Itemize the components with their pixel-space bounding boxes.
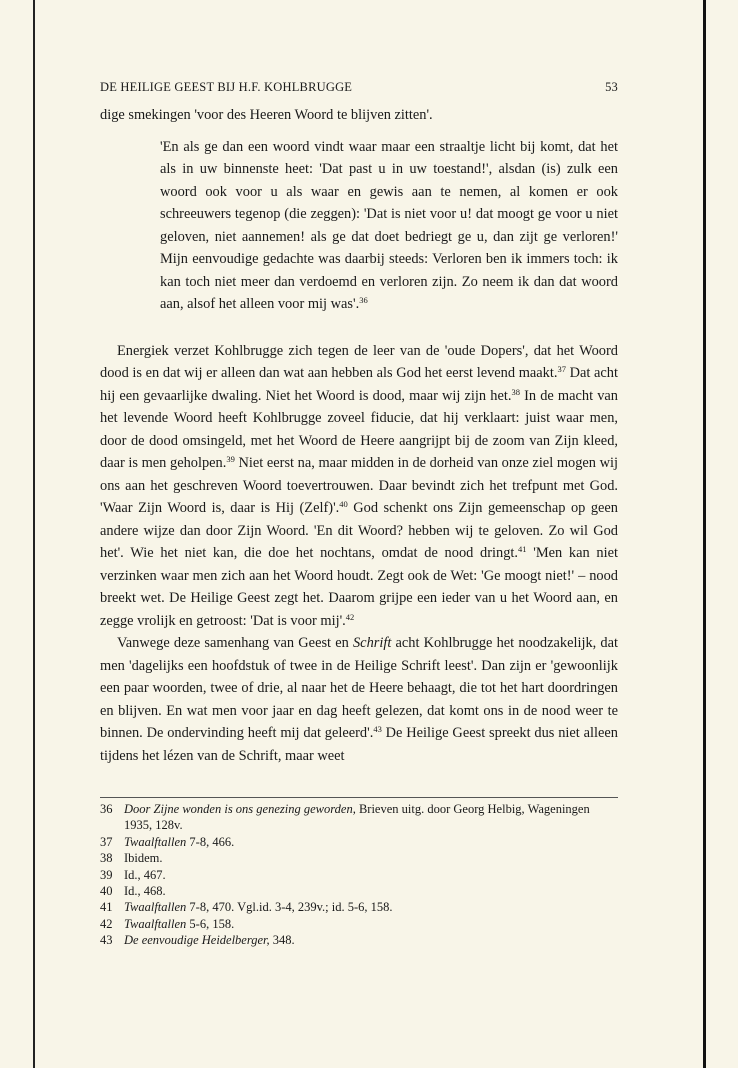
footnote-number: 39 bbox=[100, 867, 113, 882]
footnote-reference: 348. bbox=[269, 933, 295, 948]
footnote-number: 41 bbox=[100, 900, 113, 915]
footnote-title: Twaalftallen bbox=[124, 834, 187, 849]
footnote-text bbox=[124, 899, 618, 915]
page-number: 53 bbox=[605, 80, 618, 94]
footnote-number: 43 bbox=[100, 933, 113, 948]
block-quote-text: 'En als ge dan een woord vindt waar maar een straaltje licht bij komt, dat het als in uw binnenste heet: 'Dat past u in uw toestand!', alsdan (is) zulk een woord ook voor u als waar en gewis aan te nemen, al komen er ook schreeuwers tegenop (die zeggen): 'Dat is niet voor u! dat moogt ge voor u niet geloven, niet aannemen! als ge dat doet bedriegt ge u, dan zijt ge verloren!' Mijn eenvoudige gedachte was daarbij steeds: Verloren ben ik immers toch: ik kan toch niet meer dan verdoemd en verloren zijn. Zo neem ik dan dat woord aan, alsof het alleen voor mij was'. bbox=[160, 138, 618, 312]
footnote-reference: 5-6, 158. bbox=[186, 916, 235, 931]
book-page bbox=[100, 74, 618, 949]
para1-text: 'Men kan niet verzinken waar men zich aan het Woord houdt. Zegt ook de Wet: 'Ge moogt niet!' – nood breekt wet. De Heilige Geest zegt het. Daarom grijpe een ieder van u het Woord aan, en zegge vrolijk en getroost: 'Dat is voor mij'. bbox=[100, 545, 619, 629]
footnote-reference: Ibidem. bbox=[124, 851, 163, 866]
footnote-reference: Id., 467. bbox=[124, 867, 166, 882]
footnote-ref-36: 36 bbox=[359, 295, 368, 305]
footnote-37 bbox=[100, 834, 618, 850]
footnote-ref-43: 43 bbox=[373, 724, 382, 734]
footnote-title: Twaalftallen bbox=[124, 900, 187, 915]
para1-text: Energiek verzet Kohlbrugge zich tegen de leer van de 'oude Dopers', dat het Woord dood is en dat wij er alleen dan wat aan hebben als God het eerst levend maakt. bbox=[100, 342, 618, 381]
footnote-39 bbox=[100, 867, 618, 883]
footnote-reference: 7-8, 470. Vgl.id. 3-4, 239v.; id. 5-6, 158. bbox=[186, 900, 393, 915]
footnote-41 bbox=[100, 899, 618, 915]
footnote-text bbox=[124, 867, 618, 883]
para1-text: God schenkt ons Zijn gemeenschap op geen andere wijze dan door Zijn Woord. 'En dit Woord? hebben wij te geloven. Zo wil God het'. Wie het niet kan, die doe het nochtans, omdat de nood dringt. bbox=[100, 500, 618, 561]
scan-left-edge bbox=[33, 0, 35, 1068]
footnote-number: 36 bbox=[100, 802, 113, 816]
running-title: DE HEILIGE GEEST BIJ H.F. KOHLBRUGGE bbox=[100, 80, 353, 94]
footnote-ref-41: 41 bbox=[518, 544, 527, 554]
footnote-text bbox=[124, 850, 618, 866]
footnote-ref-39: 39 bbox=[226, 454, 235, 464]
footnote-text bbox=[124, 932, 618, 948]
footnote-42 bbox=[100, 916, 618, 932]
paragraph-2 bbox=[100, 632, 618, 767]
para1-text: Dat acht hij een gevaarlijke dwaling. Niet het Woord is dood, maar wij zijn het. bbox=[100, 365, 618, 404]
scan-right-edge bbox=[703, 0, 706, 1068]
footnote-text bbox=[124, 916, 618, 932]
footnote-title: Twaalftallen bbox=[124, 916, 187, 931]
paragraph-1 bbox=[100, 340, 618, 633]
footnote-number: 42 bbox=[100, 916, 113, 931]
para2-text: De Heilige Geest spreekt dus niet alleen tijdens het lézen van de Schrift, maar weet bbox=[100, 725, 618, 764]
footnote-list bbox=[100, 801, 618, 949]
footnote-title: Door Zijne wonden is ons genezing geworden, bbox=[124, 802, 356, 816]
footnote-number: 37 bbox=[100, 834, 113, 849]
footnote-title: De eenvoudige Heidelberger, bbox=[124, 933, 270, 948]
footnote-text bbox=[124, 834, 618, 850]
footnote-number: 38 bbox=[100, 851, 113, 866]
footnote-43 bbox=[100, 932, 618, 948]
para1-text: Niet eerst na, maar midden in de dorheid van onze ziel mogen wij ons aan het geschreven Woord toevertrouwen. Daar bevindt zich het trefpunt met God. 'Waar Zijn Woord is, daar is Hij (Zelf)'. bbox=[100, 455, 618, 516]
para2-text: Vanwege deze samenhang van Geest en bbox=[117, 635, 353, 651]
para2-text: acht Kohlbrugge het noodzakelijk, dat men 'dagelijks een hoofdstuk of twee in de Heilige Schrift leest'. Dan zijn er 'gewoonlijk een paar woorden, twee of drie, al naar het de Heere behaagt, die tot het hart doordringen en blijven. En wat men voor jaar en dag heeft gelezen, dat komt ons in de nood weer te binnen. De ondervinding heeft mij dat geleerd'. bbox=[100, 635, 619, 741]
footnote-reference: Brieven uitg. door Georg Helbig, Wageningen 1935, 128v. bbox=[124, 802, 590, 833]
footnote-text bbox=[124, 883, 618, 899]
block-quote bbox=[160, 136, 618, 316]
footnote-text bbox=[124, 801, 618, 834]
running-header bbox=[100, 74, 618, 104]
footnote-ref-42: 42 bbox=[345, 611, 355, 622]
footnote-number: 40 bbox=[100, 884, 113, 899]
footnote-reference: Id., 468. bbox=[124, 884, 166, 899]
opening-line: dige smekingen 'voor des Heeren Woord te blijven zitten'. bbox=[100, 107, 433, 123]
para1-text: In de macht van het levende Woord heeft Kohlbrugge zoveel fiducie, dat hij verklaart: juist waar men, door de dood omsingeld, met het Woord de Heere aangrijpt bij de zoom van Zijn kleed, daar is men geholpen. bbox=[100, 387, 618, 471]
footnote-40 bbox=[100, 883, 618, 899]
footnote-reference: 7-8, 466. bbox=[186, 834, 235, 849]
para2-italic: Schrift bbox=[352, 635, 392, 651]
footnote-ref-40: 40 bbox=[339, 499, 348, 509]
footnote-38 bbox=[100, 850, 618, 866]
footnote-36 bbox=[100, 801, 618, 834]
footnotes bbox=[100, 797, 618, 949]
footnote-ref-38: 38 bbox=[511, 386, 520, 397]
footnote-ref-37: 37 bbox=[557, 364, 566, 374]
